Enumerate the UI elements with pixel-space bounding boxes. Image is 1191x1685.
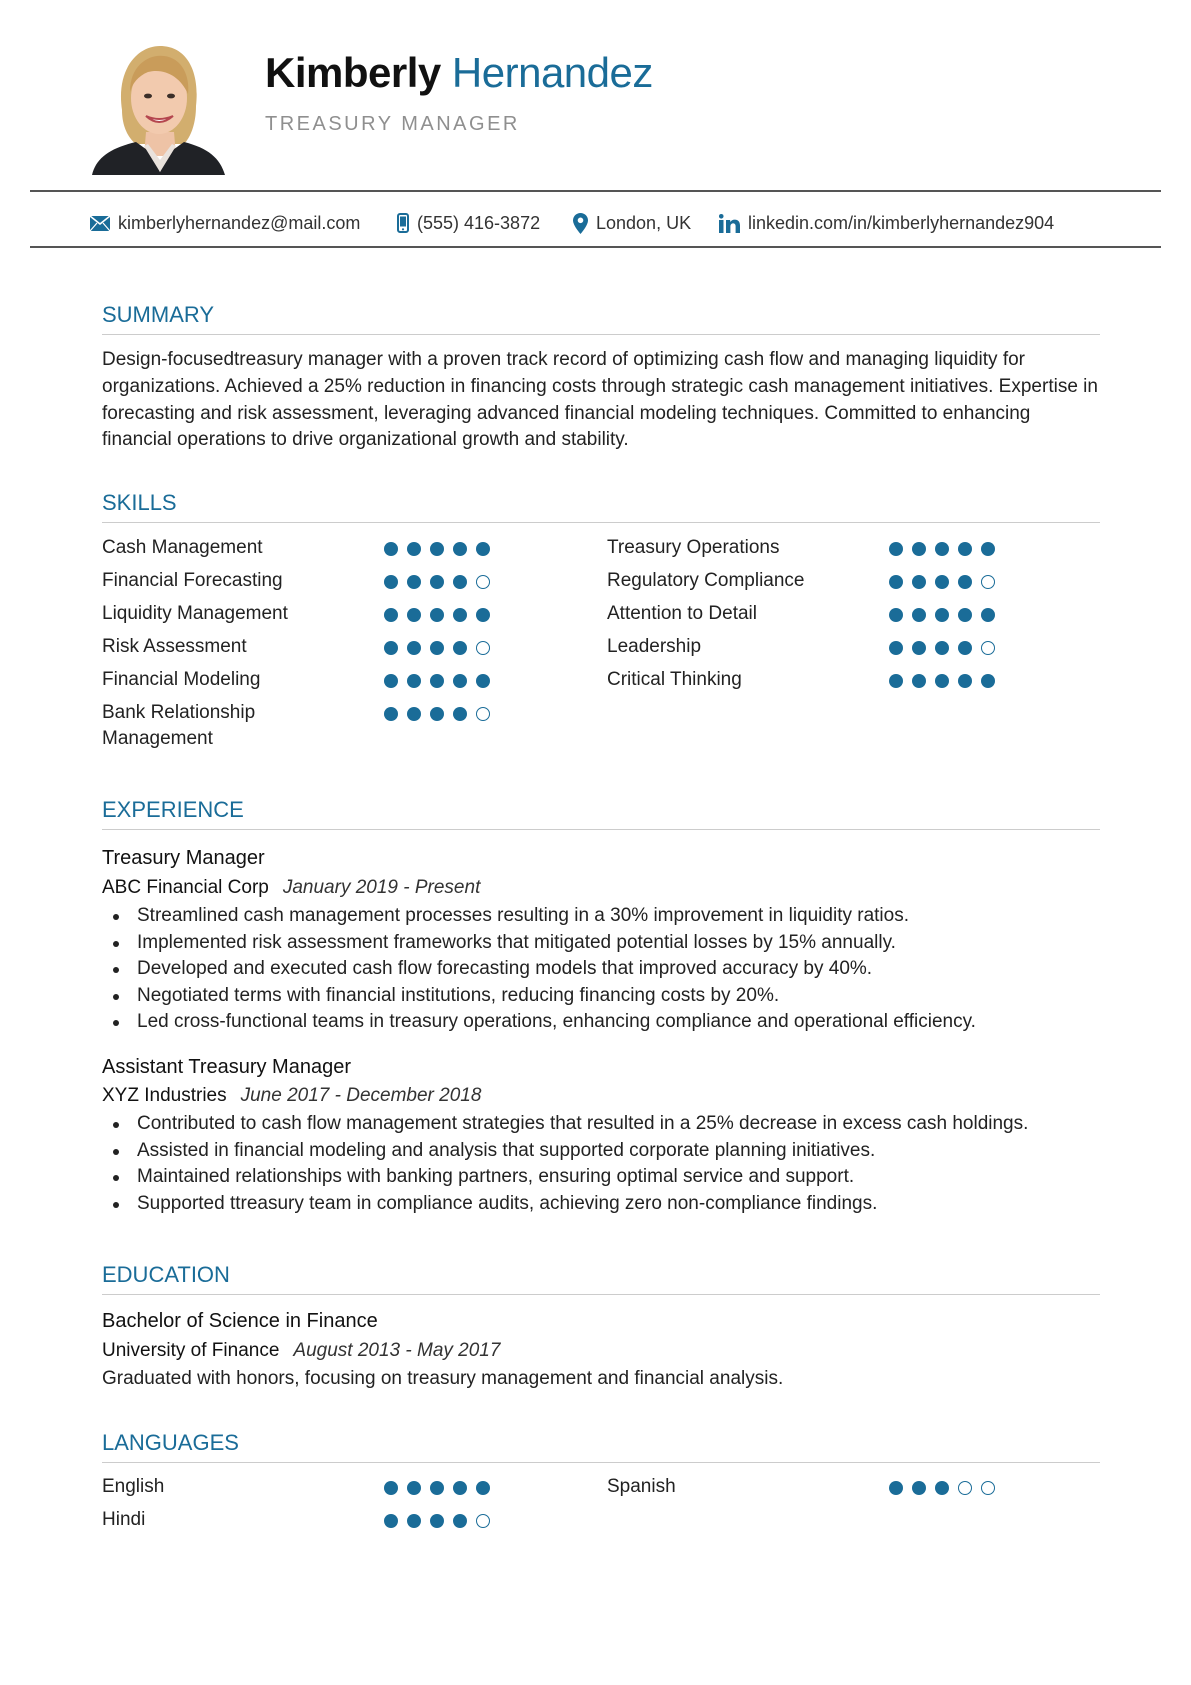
languages-list-right: [607, 1474, 1077, 1507]
skill-item-label: Attention to Detail: [607, 603, 757, 624]
skill-item: [102, 634, 572, 660]
rating-dot-filled: [430, 608, 444, 622]
job-bullet: Led cross-functional teams in treasury operations, enhancing compliance and operational efficiency.: [102, 1009, 976, 1036]
rating-dot-filled: [384, 542, 398, 556]
skill-item-label: Critical Thinking: [607, 669, 742, 690]
rating-dots: [889, 608, 995, 622]
rating-dots: [384, 641, 490, 655]
degree: Bachelor of Science in Finance: [102, 1310, 378, 1332]
language-item-label: Hindi: [102, 1509, 146, 1530]
rating-dot-filled: [912, 608, 926, 622]
rating-dot-filled: [476, 542, 490, 556]
rating-dot-filled: [453, 1514, 467, 1528]
rating-dot-filled: [935, 1481, 949, 1495]
rating-dots: [384, 608, 490, 622]
person-photo-icon: [92, 40, 225, 175]
contact-email[interactable]: [90, 209, 360, 237]
education-heading: EDUCATION: [102, 1262, 230, 1287]
rating-dot-filled: [958, 674, 972, 688]
rating-dot-empty: [476, 707, 490, 721]
skills-rule: [102, 522, 1100, 523]
skills-list-left: [102, 535, 572, 759]
language-item: [102, 1474, 572, 1500]
school: University of Finance: [102, 1340, 280, 1361]
languages-heading: LANGUAGES: [102, 1430, 239, 1455]
summary-text: Design-focusedtreasury manager with a proven track record of optimizing cash flow and managing liquidity for organizations. Achieved a 25% reduction in financing costs through strategic cash management initiatives. Expertise in forecasting and risk assessment, leveraging advanced financial modeling techniques. Committed to enhancing financial operations to drive organizational growth and stability.: [102, 349, 1098, 451]
location-text: London, UK: [596, 212, 692, 233]
rating-dot-filled: [407, 542, 421, 556]
rating-dot-empty: [958, 1481, 972, 1495]
header-bottom-rule: [30, 246, 1161, 248]
rating-dots: [889, 641, 995, 655]
rating-dot-filled: [958, 608, 972, 622]
rating-dot-filled: [981, 542, 995, 556]
candidate-name: [265, 48, 653, 98]
language-item-label: Spanish: [607, 1476, 676, 1497]
rating-dot-filled: [453, 1481, 467, 1495]
rating-dot-filled: [476, 674, 490, 688]
rating-dot-filled: [981, 608, 995, 622]
job-bullet: Implemented risk assessment frameworks that mitigated potential losses by 15% annually.: [102, 930, 976, 957]
last-name: Hernandez: [451, 49, 653, 96]
rating-dot-filled: [407, 608, 421, 622]
contact-linkedin[interactable]: [719, 209, 1054, 237]
rating-dots: [889, 1481, 995, 1495]
languages-list-left: [102, 1474, 572, 1540]
rating-dot-filled: [912, 641, 926, 655]
rating-dot-filled: [430, 542, 444, 556]
rating-dots: [889, 542, 995, 556]
language-item-label: English: [102, 1476, 165, 1497]
rating-dot-filled: [935, 542, 949, 556]
language-item: [102, 1507, 572, 1533]
job-bullets: [102, 1111, 1028, 1217]
languages-rule: [102, 1462, 1100, 1463]
skill-item: [607, 634, 1077, 660]
summary-heading: SUMMARY: [102, 302, 215, 327]
rating-dot-empty: [476, 1514, 490, 1528]
job-bullet: Developed and executed cash flow forecasting models that improved accuracy by 40%.: [102, 956, 976, 983]
rating-dot-filled: [476, 1481, 490, 1495]
rating-dot-filled: [430, 1481, 444, 1495]
rating-dot-filled: [958, 641, 972, 655]
envelope-icon: [90, 216, 110, 231]
rating-dot-filled: [935, 608, 949, 622]
skill-item-label: Treasury Operations: [607, 537, 780, 558]
rating-dot-filled: [430, 641, 444, 655]
skill-item: [102, 535, 572, 561]
job-bullet: Streamlined cash management processes resulting in a 30% improvement in liquidity ratios.: [102, 903, 976, 930]
skill-item: [607, 667, 1077, 693]
rating-dots: [384, 674, 490, 688]
rating-dot-filled: [889, 575, 903, 589]
rating-dots: [384, 707, 490, 721]
job-bullet: Contributed to cash flow management strategies that resulted in a 25% decrease in excess cash holdings.: [102, 1111, 1028, 1138]
job-role: Treasury Manager: [102, 847, 265, 869]
rating-dots: [384, 542, 490, 556]
job-company: XYZ Industries: [102, 1085, 227, 1106]
skills-list-right: [607, 535, 1077, 700]
first-name: Kimberly: [265, 49, 441, 96]
rating-dot-filled: [912, 1481, 926, 1495]
education-dates: August 2013 - May 2017: [293, 1340, 501, 1361]
skill-item-label: Financial Modeling: [102, 669, 261, 690]
skill-item-label: Bank Relationship Management: [102, 702, 256, 749]
rating-dot-filled: [453, 575, 467, 589]
rating-dot-empty: [981, 1481, 995, 1495]
job-company: ABC Financial Corp: [102, 877, 269, 898]
skill-item: [607, 601, 1077, 627]
rating-dot-filled: [384, 1514, 398, 1528]
contact-location: [573, 209, 691, 237]
summary-rule: [102, 334, 1100, 335]
skill-item-label: Financial Forecasting: [102, 570, 283, 591]
rating-dot-empty: [981, 575, 995, 589]
rating-dot-filled: [384, 641, 398, 655]
rating-dot-filled: [384, 674, 398, 688]
rating-dot-empty: [476, 575, 490, 589]
skill-item-label: Leadership: [607, 636, 702, 657]
rating-dot-filled: [476, 608, 490, 622]
rating-dot-filled: [889, 1481, 903, 1495]
skill-item: [607, 535, 1077, 561]
rating-dot-filled: [958, 575, 972, 589]
job-title: TREASURY MANAGER: [265, 113, 520, 135]
rating-dots: [384, 1481, 490, 1495]
education-note: Graduated with honors, focusing on treasury management and financial analysis.: [102, 1368, 784, 1389]
rating-dot-filled: [453, 608, 467, 622]
rating-dot-filled: [958, 542, 972, 556]
skill-item-label: Cash Management: [102, 537, 263, 558]
rating-dot-filled: [430, 674, 444, 688]
rating-dot-filled: [453, 641, 467, 655]
job-dates: January 2019 - Present: [282, 877, 481, 898]
skill-item: [607, 568, 1077, 594]
rating-dot-filled: [889, 542, 903, 556]
skill-item-label: Risk Assessment: [102, 636, 247, 657]
rating-dot-filled: [981, 674, 995, 688]
skills-heading: SKILLS: [102, 490, 177, 515]
rating-dot-filled: [430, 707, 444, 721]
rating-dot-filled: [407, 1514, 421, 1528]
rating-dot-filled: [935, 674, 949, 688]
skill-item-label: Regulatory Compliance: [607, 570, 805, 591]
rating-dot-filled: [453, 542, 467, 556]
header-top-rule: [30, 190, 1161, 192]
skill-item: [102, 568, 572, 594]
rating-dot-filled: [453, 707, 467, 721]
email-text[interactable]: kimberlyhernandez@mail.com: [118, 212, 361, 233]
map-pin-icon: [573, 213, 588, 234]
rating-dot-empty: [476, 641, 490, 655]
rating-dot-filled: [453, 674, 467, 688]
rating-dot-filled: [889, 641, 903, 655]
rating-dot-filled: [384, 608, 398, 622]
skill-item: [102, 601, 572, 627]
linkedin-icon: [719, 214, 740, 233]
skill-item-label: Liquidity Management: [102, 603, 288, 624]
job-org-line: [102, 1085, 481, 1107]
rating-dot-filled: [430, 1514, 444, 1528]
rating-dot-filled: [430, 575, 444, 589]
rating-dots: [889, 674, 995, 688]
job-bullets: [102, 903, 976, 1036]
job-bullet: Negotiated terms with financial institutions, reducing financing costs by 20%.: [102, 983, 976, 1010]
rating-dots: [384, 1514, 490, 1528]
job-role: Assistant Treasury Manager: [102, 1056, 351, 1078]
rating-dots: [384, 575, 490, 589]
rating-dots: [889, 575, 995, 589]
rating-dot-filled: [407, 641, 421, 655]
rating-dot-filled: [912, 542, 926, 556]
rating-dot-filled: [889, 674, 903, 688]
contact-phone[interactable]: [397, 209, 540, 237]
education-rule: [102, 1294, 1100, 1295]
rating-dot-filled: [935, 641, 949, 655]
job-org-line: [102, 877, 480, 899]
rating-dot-filled: [889, 608, 903, 622]
rating-dot-filled: [384, 707, 398, 721]
job-bullet: Assisted in financial modeling and analysis that supported corporate planning initiatives.: [102, 1138, 1028, 1165]
phone-text[interactable]: (555) 416-3872: [417, 212, 541, 233]
profile-photo: [92, 40, 225, 175]
job-bullet: Maintained relationships with banking partners, ensuring optimal service and support.: [102, 1164, 1028, 1191]
rating-dot-filled: [912, 674, 926, 688]
linkedin-text[interactable]: linkedin.com/in/kimberlyhernandez904: [748, 212, 1055, 233]
experience-rule: [102, 829, 1100, 830]
rating-dot-empty: [981, 641, 995, 655]
rating-dot-filled: [384, 1481, 398, 1495]
skill-item: [102, 700, 572, 752]
education-org-line: [102, 1340, 500, 1362]
rating-dot-filled: [912, 575, 926, 589]
experience-heading: EXPERIENCE: [102, 797, 244, 822]
job-dates: June 2017 - December 2018: [240, 1085, 482, 1106]
rating-dot-filled: [407, 707, 421, 721]
job-bullet: Supported ttreasury team in compliance audits, achieving zero non-compliance findings.: [102, 1191, 1028, 1218]
language-item: [607, 1474, 1077, 1500]
rating-dot-filled: [407, 674, 421, 688]
rating-dot-filled: [935, 575, 949, 589]
rating-dot-filled: [407, 575, 421, 589]
rating-dot-filled: [384, 575, 398, 589]
phone-icon: [397, 213, 409, 233]
skill-item: [102, 667, 572, 693]
rating-dot-filled: [407, 1481, 421, 1495]
